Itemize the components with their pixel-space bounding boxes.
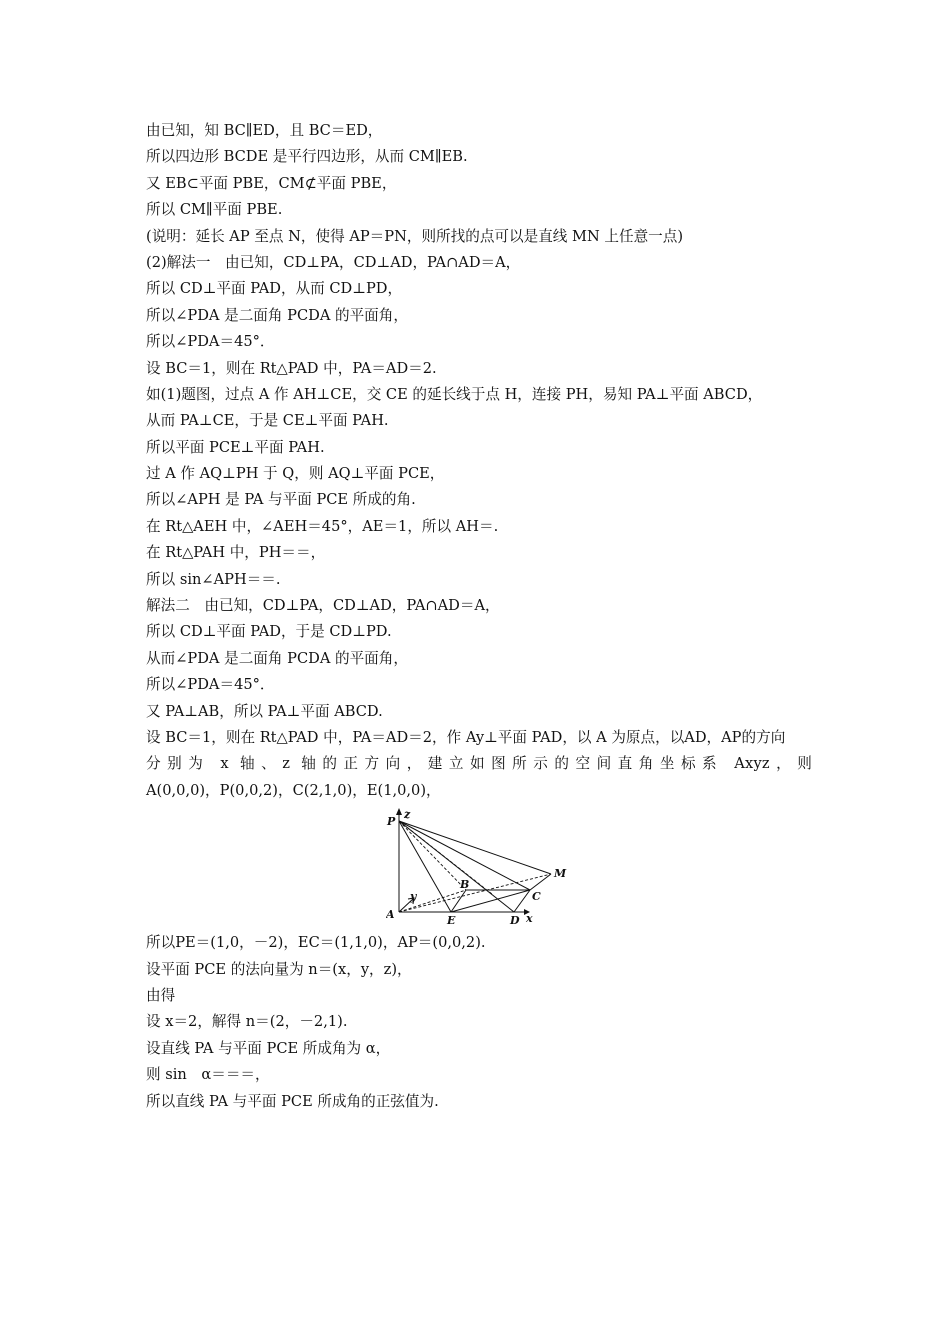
text-line: 过 A 作 AQ⊥PH 于 Q，则 AQ⊥平面 PCE， [146,465,445,483]
text-line: 所以直线 PA 与平面 PCE 所成角的正弦值为. [146,1092,439,1110]
text-line: (2)解法一 由已知，CD⊥PA，CD⊥AD，PA∩AD＝A， [146,253,521,271]
label-P: P [387,815,396,829]
text-line: 所以∠PDA＝45°． [146,333,275,351]
label-D: D [510,914,520,927]
text-line: 所以 CD⊥平面 PAD，于是 CD⊥PD. [146,623,392,641]
text-line: 解法二 由已知，CD⊥PA，CD⊥AD，PA∩AD＝A， [146,597,500,615]
document-body [146,118,812,1115]
text-line: 又 PA⊥AB，所以 PA⊥平面 ABCD. [146,702,383,720]
text-line: 由得 [146,986,176,1004]
text-line: 设平面 PCE 的法向量为 n＝(x，y，z)， [146,960,412,978]
text-line: 设 x＝2，解得 n＝(2，－2,1). [146,1013,348,1031]
label-x: x [526,912,533,926]
label-C: C [532,890,541,904]
label-z: z [404,808,411,822]
text-line: 设 BC＝1，则在 Rt△PAD 中，PA＝AD＝2. [146,359,437,377]
text-line: 所以PE＝(1,0，－2)，EC＝(1,1,0)，AP＝(0,0,2). [146,934,486,952]
text-line: 又 EB⊂平面 PBE，CM⊄平面 PBE， [146,174,397,192]
text-line: 所以∠PDA 是二面角 PCDA 的平面角， [146,306,408,324]
text-line: 所以四边形 BCDE 是平行四边形，从而 CM∥EB. [146,148,468,166]
text-line: 从而 PA⊥CE，于是 CE⊥平面 PAH. [146,412,389,430]
text-line: 所以 sin∠APH＝＝. [146,570,281,588]
text-line: 设直线 PA 与平面 PCE 所成角为 α， [146,1039,391,1057]
label-M: M [554,867,567,881]
text-line: 所以 CM∥平面 PBE. [146,201,283,219]
label-E: E [447,914,456,927]
text-line: 所以∠APH 是 PA 与平面 PCE 所成的角. [146,491,416,509]
text-line: A(0,0,0)，P(0,0,2)，C(2,1,0)，E(1,0,0)， [146,781,441,799]
label-B: B [460,878,470,892]
label-A: A [386,908,395,922]
text-line: (说明：延长 AP 至点 N，使得 AP＝PN，则所找的点可以是直线 MN 上任意一点) [146,227,684,245]
geometry-figure [146,808,812,926]
text-line: 从而∠PDA 是二面角 PCDA 的平面角， [146,649,408,667]
text-line: 则 sin α＝＝＝， [146,1066,270,1084]
edge-PM [399,821,551,874]
text-line: 分别为 x 轴、z 轴的正方向，建立如图所示的空间直角坐标系 Axyz，则 [146,755,812,773]
text-line: 如(1)题图，过点 A 作 AH⊥CE，交 CE 的延长线于点 H，连接 PH，易知 PA⊥平面 ABCD， [146,385,763,403]
text-line: 所以 CD⊥平面 PAD，从而 CD⊥PD， [146,280,403,298]
text-line: 在 Rt△AEH 中，∠AEH＝45°，AE＝1，所以 AH＝. [146,517,499,535]
pyramid-diagram [386,808,576,926]
text-line: 在 Rt△PAH 中，PH＝＝， [146,544,326,562]
z-axis-arrowhead [396,808,402,815]
label-y: y [410,890,417,904]
text-line: 所以平面 PCE⊥平面 PAH. [146,438,325,456]
text-line: 所以∠PDA＝45°． [146,676,275,694]
text-line: 由已知，知 BC∥ED，且 BC＝ED， [146,122,383,139]
text-line: 设 BC＝1，则在 Rt△PAD 中，PA＝AD＝2，作 Ay⊥平面 PAD，以 A 为原点，以AD，AP的方向 [146,728,786,746]
